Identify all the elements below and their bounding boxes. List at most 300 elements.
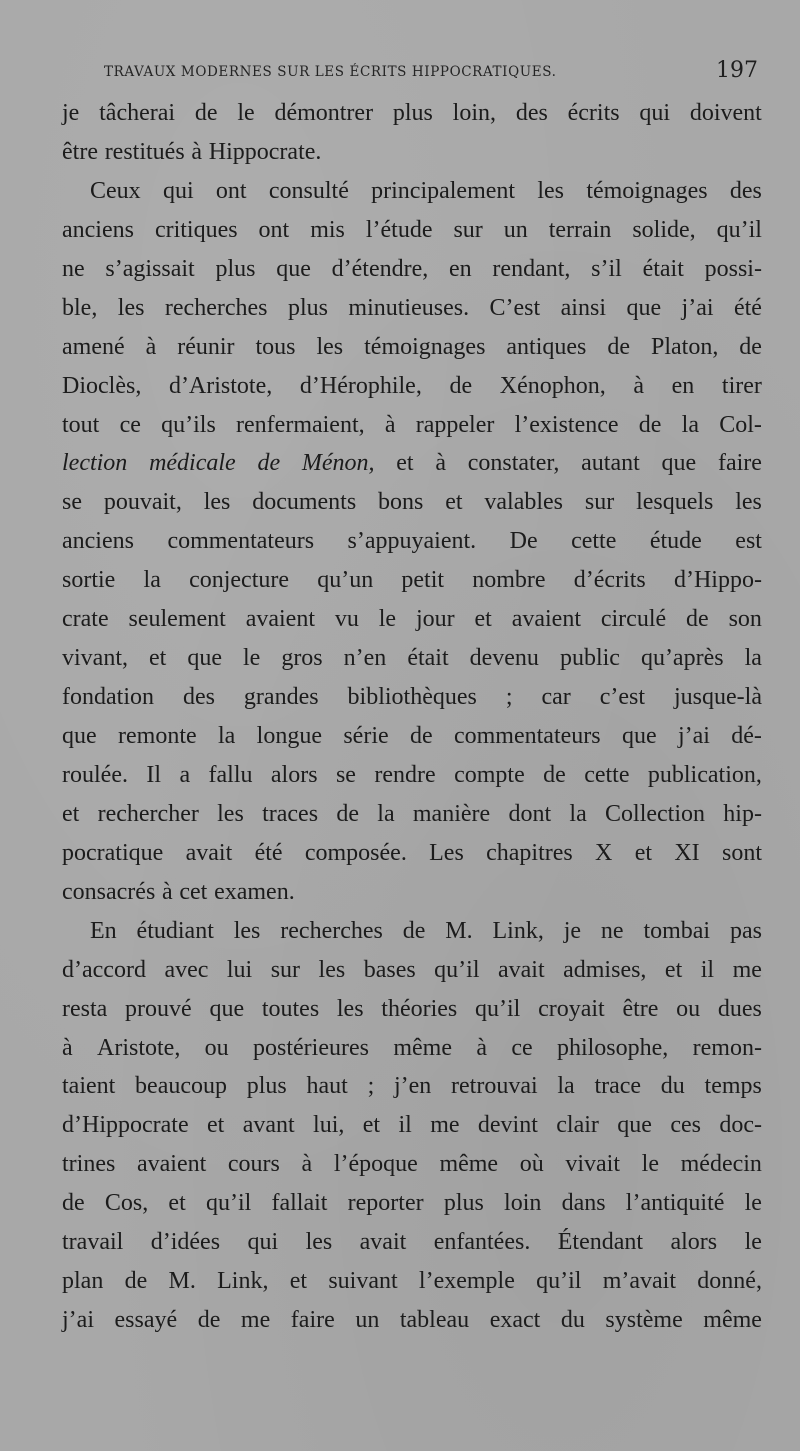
- word: sur: [453, 216, 483, 243]
- word: traces: [262, 800, 319, 827]
- word: tout: [62, 411, 100, 438]
- word: trace: [594, 1073, 642, 1100]
- word: que: [626, 294, 662, 321]
- word: jour: [415, 606, 455, 633]
- word: tombai: [643, 917, 711, 944]
- word: à: [435, 450, 446, 477]
- word: la: [569, 800, 587, 827]
- word: ou: [676, 995, 701, 1022]
- word: médecin: [680, 1151, 762, 1178]
- word: qu’il: [536, 1268, 582, 1295]
- word: de: [124, 1268, 148, 1295]
- word: solide,: [632, 216, 696, 243]
- word: gros: [281, 645, 323, 672]
- word: faire: [290, 1307, 335, 1334]
- word: fallu: [208, 761, 253, 788]
- word: plan: [62, 1268, 104, 1295]
- word: avaient: [511, 606, 581, 633]
- word: anciens: [62, 528, 134, 555]
- word: valables: [484, 489, 564, 516]
- word: la: [143, 567, 161, 594]
- word: bons: [378, 489, 424, 516]
- word: commentateurs: [453, 723, 601, 749]
- word: rendant,: [492, 255, 571, 282]
- text-line: [62, 172, 762, 211]
- word: retrouvai: [451, 1073, 538, 1100]
- word: plus: [246, 1073, 287, 1100]
- text-line: [62, 211, 762, 250]
- word: qui: [247, 1229, 279, 1256]
- word: le: [242, 645, 261, 672]
- word: que: [187, 645, 222, 672]
- word: qu’un: [317, 567, 374, 594]
- word: et: [474, 606, 492, 633]
- text-line: [62, 1145, 762, 1184]
- word: ces: [670, 1112, 701, 1139]
- word: haut: [306, 1073, 348, 1100]
- word: autant: [581, 450, 640, 477]
- word: avait: [359, 1229, 407, 1256]
- word: bibliothèques: [347, 684, 477, 711]
- word: les: [217, 800, 244, 827]
- word: de: [543, 761, 566, 788]
- word: à: [633, 372, 645, 399]
- word: à: [162, 878, 173, 905]
- word: loin: [504, 1190, 542, 1217]
- word: du: [660, 1073, 685, 1100]
- word: tirer: [721, 372, 762, 399]
- word: en: [449, 255, 472, 282]
- text-line: [62, 561, 762, 600]
- word: d’idées: [150, 1229, 221, 1256]
- word: est: [735, 528, 762, 555]
- word: cette: [584, 761, 630, 788]
- word: il: [700, 956, 715, 983]
- word: s’agissait: [105, 255, 195, 282]
- word: terrain: [548, 216, 612, 243]
- word: et: [149, 645, 167, 672]
- word: que: [661, 450, 697, 477]
- word: tableau: [399, 1307, 470, 1334]
- word: et: [396, 450, 414, 477]
- text-line: [62, 367, 762, 406]
- word: ne: [62, 255, 85, 282]
- word: les: [117, 294, 145, 321]
- word: avaient: [136, 1151, 207, 1178]
- text-line: [62, 289, 762, 328]
- word: et: [664, 956, 683, 983]
- word: de: [197, 1307, 221, 1334]
- word: fondation: [62, 684, 154, 711]
- word: été: [254, 839, 283, 866]
- word: beaucoup: [135, 1073, 228, 1100]
- word: car: [541, 684, 571, 711]
- word: Ceux: [90, 177, 141, 204]
- word: Platon,: [650, 333, 719, 360]
- text-line: [62, 951, 762, 990]
- word: manière: [412, 800, 491, 827]
- word: restitués: [104, 138, 185, 165]
- word: le: [744, 1229, 762, 1256]
- word: même: [703, 1307, 762, 1334]
- word: de: [336, 800, 359, 827]
- word: grandes: [243, 684, 319, 711]
- word: s’il: [591, 255, 622, 282]
- word: son: [728, 606, 762, 633]
- word: conjecture: [189, 567, 289, 594]
- word: petit: [401, 567, 445, 594]
- word: admises,: [563, 956, 647, 983]
- word: j’ai: [681, 294, 714, 321]
- word: Dioclès,: [62, 372, 142, 399]
- word: à: [145, 333, 157, 360]
- word: plus: [443, 1190, 484, 1217]
- word: documents: [252, 489, 357, 516]
- word: critiques: [154, 216, 238, 243]
- word: de: [402, 917, 426, 944]
- text-line: [62, 1029, 762, 1068]
- word: d’écrits: [573, 567, 646, 594]
- word: chapitres: [486, 839, 573, 866]
- word: être: [62, 138, 98, 165]
- word: la: [744, 645, 762, 672]
- word: les: [336, 995, 364, 1022]
- word: théories: [381, 995, 458, 1022]
- word: qu’il: [205, 1190, 252, 1217]
- body-text: [62, 94, 762, 1340]
- word: lui: [226, 956, 253, 983]
- word: même: [393, 1034, 452, 1061]
- word: dé-: [731, 723, 762, 749]
- word: pouvait,: [103, 489, 182, 516]
- word: dues: [717, 995, 762, 1022]
- word: tâcherai: [99, 100, 176, 126]
- word: dont: [508, 800, 552, 827]
- word: de: [638, 411, 662, 438]
- word: Link,: [217, 1268, 269, 1295]
- word: commentateurs: [167, 528, 315, 555]
- word: M.: [168, 1268, 196, 1295]
- word: que: [621, 723, 657, 749]
- word: avaient: [245, 606, 315, 633]
- word: de: [257, 450, 281, 477]
- word: médicale: [149, 450, 236, 477]
- word: qu’après: [640, 645, 724, 672]
- word: avait: [497, 956, 545, 983]
- word: me: [430, 1112, 460, 1139]
- word: trines: [62, 1151, 116, 1178]
- word: donné,: [697, 1268, 762, 1295]
- word: se: [335, 761, 356, 788]
- word: ou: [204, 1034, 229, 1061]
- word: longue: [256, 723, 322, 749]
- word: recherches: [280, 917, 383, 944]
- word: même: [439, 1151, 499, 1178]
- word: temps: [704, 1073, 762, 1100]
- word: publication,: [647, 761, 762, 788]
- word: à: [62, 1034, 73, 1061]
- word: n’en: [343, 645, 387, 672]
- word: un: [503, 216, 528, 243]
- word: roulée.: [62, 761, 128, 788]
- word: être: [622, 995, 659, 1022]
- word: avant: [242, 1112, 295, 1139]
- word: plus: [215, 255, 256, 282]
- word: qu’il: [475, 995, 521, 1022]
- text-line: [62, 1184, 762, 1223]
- word: d’Hippo-: [673, 567, 762, 594]
- word: Col-: [719, 411, 762, 438]
- word: bases: [363, 956, 416, 983]
- word: rendre: [374, 761, 436, 788]
- word: fallait: [271, 1190, 328, 1217]
- word: d’Aristote,: [168, 372, 273, 399]
- word: X: [595, 839, 613, 866]
- word: série: [343, 723, 389, 749]
- word: étude: [649, 528, 702, 555]
- word: un: [355, 1307, 380, 1334]
- word: l’exemple: [418, 1268, 515, 1295]
- word: resta: [62, 995, 108, 1022]
- word: Étendant: [557, 1229, 644, 1256]
- word: les: [316, 333, 344, 360]
- page-number: 197: [716, 58, 758, 83]
- word: les: [735, 489, 762, 516]
- word: été: [733, 294, 762, 321]
- text-line: [62, 406, 762, 445]
- text-line: [62, 1301, 762, 1340]
- word: a: [179, 761, 191, 788]
- word: je: [563, 917, 582, 944]
- word: clair: [556, 1112, 599, 1139]
- word: ;: [367, 1073, 375, 1100]
- word: exact: [489, 1307, 541, 1334]
- word: crate: [62, 606, 109, 633]
- word: sortie: [62, 567, 116, 594]
- word: de: [62, 1190, 85, 1217]
- word: suivant: [328, 1268, 398, 1295]
- word: qui: [162, 177, 194, 204]
- word: prouvé: [125, 995, 192, 1022]
- word: d’étendre,: [331, 255, 429, 282]
- word: les: [305, 1229, 333, 1256]
- word: et: [62, 800, 80, 827]
- word: consacrés: [62, 878, 156, 905]
- word: que: [209, 995, 245, 1022]
- text-line: [62, 873, 762, 912]
- word: plus: [392, 100, 433, 126]
- word: possi-: [704, 255, 762, 282]
- word: la: [377, 800, 395, 827]
- word: devint: [477, 1112, 538, 1139]
- text-line: [62, 717, 762, 756]
- word: des: [515, 100, 548, 126]
- word: qu’ils: [161, 411, 216, 438]
- word: M.: [445, 917, 473, 944]
- word: sont: [721, 839, 762, 866]
- word: reporter: [347, 1190, 424, 1217]
- word: doivent: [689, 100, 762, 126]
- word: Aristote,: [97, 1034, 181, 1061]
- word: c’est: [599, 684, 646, 711]
- text-line: [62, 990, 762, 1029]
- word: renfermaient,: [236, 411, 365, 438]
- word: réunir: [177, 333, 235, 360]
- word: d’accord: [62, 956, 146, 983]
- word: rechercher: [97, 800, 199, 827]
- word: antiques: [506, 333, 587, 360]
- text-line: [62, 912, 762, 951]
- word: enfantées.: [433, 1229, 531, 1256]
- word: démontrer: [274, 100, 374, 126]
- word: essayé: [114, 1307, 178, 1334]
- word: qu’il: [716, 216, 762, 243]
- word: amené: [62, 333, 125, 360]
- word: cours: [227, 1151, 280, 1178]
- text-line: [62, 834, 762, 873]
- word: C’est: [489, 294, 541, 321]
- word: les: [318, 956, 346, 983]
- text-line: [62, 1262, 762, 1301]
- text-line: [62, 483, 762, 522]
- word: l’existence: [514, 411, 619, 438]
- word: le: [237, 100, 255, 126]
- word: doc-: [719, 1112, 762, 1139]
- word: d’Hippocrate: [62, 1112, 189, 1139]
- word: seulement: [128, 606, 226, 633]
- word: et: [362, 1112, 381, 1139]
- word: que: [276, 255, 311, 282]
- word: travail: [62, 1229, 124, 1256]
- word: Link,: [492, 917, 544, 944]
- word: l’époque: [333, 1151, 418, 1178]
- text-line: [62, 1067, 762, 1106]
- word: constater,: [467, 450, 560, 477]
- word: Xénophon,: [499, 372, 606, 399]
- word: l’antiquité: [625, 1190, 725, 1217]
- word: s’appuyaient.: [347, 528, 477, 555]
- word: me: [240, 1307, 271, 1334]
- word: que: [62, 723, 97, 749]
- word: le: [744, 1190, 762, 1217]
- word: cet: [179, 878, 208, 905]
- word: je: [62, 100, 80, 126]
- word: ainsi: [560, 294, 606, 321]
- word: de: [194, 100, 218, 126]
- text-line: [62, 1223, 762, 1262]
- word: postérieures: [253, 1034, 369, 1061]
- word: compte: [454, 761, 525, 788]
- word: était: [407, 645, 449, 672]
- text-line: [62, 522, 762, 561]
- word: taient: [62, 1073, 116, 1100]
- word: En: [90, 917, 117, 944]
- word: il: [398, 1112, 412, 1139]
- word: sur: [270, 956, 301, 983]
- text-line: [62, 250, 762, 289]
- word: rappeler: [415, 411, 495, 438]
- word: lection: [62, 450, 128, 477]
- word: examen.: [214, 878, 295, 905]
- word: minutieuses.: [348, 294, 470, 321]
- word: j’ai: [62, 1307, 94, 1334]
- word: de: [449, 372, 473, 399]
- word: avec: [164, 956, 209, 983]
- text-line: [62, 678, 762, 717]
- word: remon-: [692, 1034, 762, 1061]
- word: De: [509, 528, 538, 555]
- word: circulé: [600, 606, 667, 633]
- word: système: [605, 1307, 683, 1334]
- word: où: [519, 1151, 544, 1178]
- word: la: [217, 723, 236, 749]
- word: et: [634, 839, 653, 866]
- word: vu: [334, 606, 359, 633]
- word: Les: [429, 839, 464, 866]
- word: qui: [639, 100, 671, 126]
- word: m’avait: [602, 1268, 677, 1295]
- word: et: [289, 1268, 308, 1295]
- word: et: [206, 1112, 225, 1139]
- text-line: [62, 444, 762, 483]
- word: me: [732, 956, 762, 983]
- word: Cos,: [104, 1190, 149, 1217]
- word: et: [168, 1190, 186, 1217]
- text-line: [62, 328, 762, 367]
- word: Collection: [605, 800, 706, 827]
- word: qu’il: [434, 956, 480, 983]
- word: vivant,: [62, 645, 128, 672]
- word: nombre: [472, 567, 546, 594]
- word: alors: [270, 761, 318, 788]
- word: ont: [258, 216, 290, 243]
- text-line: [62, 639, 762, 678]
- word: tous: [255, 333, 296, 360]
- word: recherches: [164, 294, 268, 321]
- word: loin,: [452, 100, 497, 126]
- word: faire: [717, 450, 762, 477]
- word: public: [559, 645, 620, 672]
- word: étudiant: [136, 917, 214, 944]
- word: la: [681, 411, 699, 438]
- text-line: [62, 1106, 762, 1145]
- word: d’Hérophile,: [299, 372, 422, 399]
- word: à: [384, 411, 396, 438]
- word: témoignages: [586, 177, 708, 204]
- word: ce: [511, 1034, 533, 1061]
- word: Il: [146, 761, 162, 788]
- word: avait: [185, 839, 233, 866]
- word: les: [233, 917, 261, 944]
- word: l’étude: [365, 216, 433, 243]
- word: plus: [287, 294, 328, 321]
- word: sur: [584, 489, 615, 516]
- word: le: [378, 606, 397, 633]
- word: du: [560, 1307, 585, 1334]
- word: pocratique: [62, 839, 164, 866]
- word: anciens: [62, 216, 134, 243]
- word: principalement: [371, 177, 516, 204]
- word: lui,: [313, 1112, 345, 1139]
- word: XI: [674, 839, 700, 866]
- word: jusque-là: [674, 684, 762, 711]
- word: se: [62, 489, 82, 516]
- word: Hippocrate.: [208, 138, 322, 165]
- word: vivait: [565, 1151, 621, 1178]
- word: consulté: [268, 177, 349, 204]
- word: les: [203, 489, 231, 516]
- running-title: TRAVAUX MODERNES SUR LES ÉCRITS HIPPOCRATIQUES.: [104, 64, 557, 80]
